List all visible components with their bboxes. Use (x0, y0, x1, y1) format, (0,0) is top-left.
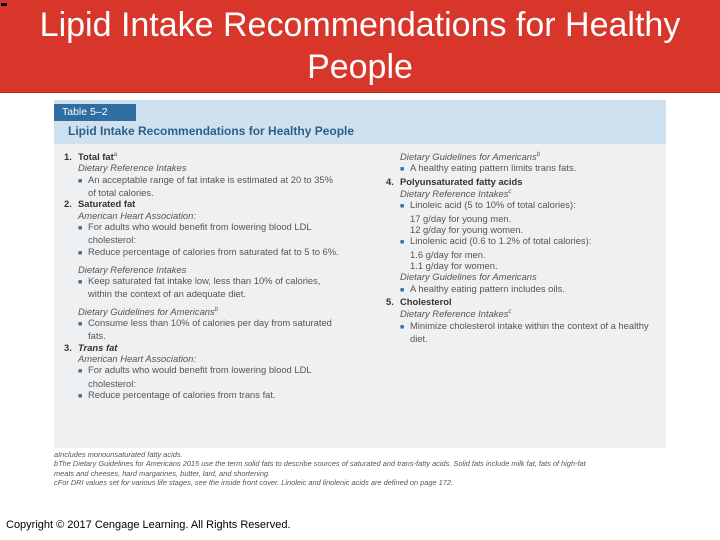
table-line: ■ A healthy eating pattern includes oils. (386, 283, 666, 296)
table-tag: Table 5–2 (54, 104, 136, 121)
table-line: ■ Reduce percentage of calories from trans fat. (64, 389, 354, 402)
table-line (386, 176, 666, 187)
table-line: fats. (88, 330, 106, 342)
table-line: Dietary Reference Intakes$^c$ (400, 308, 512, 320)
bullet-icon: ■ (400, 203, 405, 211)
table-line: Dietary Guidelines for Americans$^b$ (400, 151, 541, 163)
table-line (64, 198, 354, 209)
bullet-icon: ■ (78, 177, 83, 185)
table-line: 1.6 g/day for men. (410, 248, 486, 260)
table-caption: Lipid Intake Recommendations for Healthy People (68, 124, 355, 138)
table-line: of total calories. (88, 187, 154, 199)
bullet-icon: ■ (400, 166, 405, 174)
table-line: 1.1 g/day for women. (410, 259, 498, 271)
table-line: diet. (410, 332, 428, 344)
table-line: 17 g/day for young men. (410, 212, 512, 224)
table-line: ■ Minimize cholesterol intake within the context of a healthy (386, 320, 666, 333)
table-line: cholesterol: (88, 234, 136, 246)
table-line: Dietary Guidelines for Americans$^b$ (78, 305, 219, 317)
copyright-notice: Copyright © 2017 Cengage Learning. All Rights Reserved. (6, 519, 291, 531)
bullet-icon: ■ (78, 321, 83, 329)
bullet-icon: ■ (78, 368, 83, 376)
table-line: Dietary Reference Intakes (78, 263, 187, 275)
item-number: 2. (64, 198, 72, 210)
bullet-icon: ■ (400, 323, 405, 331)
table-line: American Heart Association: (78, 209, 196, 221)
table-line: within the context of an adequate diet. (88, 288, 246, 300)
table-header (54, 100, 666, 144)
footnote: aIncludes monounsaturated fatty acids. (54, 450, 183, 459)
table-line: ■ For adults who would benefit from lowering blood LDL (64, 221, 354, 234)
bullet-icon: ■ (78, 279, 83, 287)
bullet-icon: ■ (400, 239, 405, 247)
item-number: 3. (64, 341, 72, 353)
table-line (386, 296, 666, 307)
item-heading: Cholesterol (400, 295, 452, 307)
table-left-column (64, 150, 354, 402)
slide-title: Lipid Intake Recommendations for Healthy People (39, 6, 681, 86)
table-line: 1. Total fat$^a$ (64, 151, 118, 163)
table-line: ■ For adults who would benefit from lowering blood LDL (64, 364, 354, 377)
table-line: ■ Keep saturated fat intake low, less than 10% of calories, (64, 275, 354, 288)
table-line: ■ Linolenic acid (0.6 to 1.2% of total calories): (386, 235, 666, 248)
table-line: ■ Consume less than 10% of calories per day from saturated (64, 317, 354, 330)
title-bar (0, 0, 720, 93)
table-line: Dietary Guidelines for Americans (400, 271, 537, 283)
bullet-icon: ■ (78, 392, 83, 400)
table-line: ■ An acceptable range of fat intake is estimated at 20 to 35% (64, 174, 354, 187)
footnote: cFor DRI values set for various life stages, see the inside front cover. Linoleic and linolenic acids are defined on page 172. (54, 478, 454, 488)
table-line: ■ A healthy eating pattern limits trans fats. (386, 162, 666, 175)
bullet-icon: ■ (400, 286, 405, 294)
table-line (64, 342, 354, 353)
table-line: Dietary Reference Intakes (78, 162, 187, 174)
table-line: Dietary Reference Intakes$^c$ (400, 188, 512, 200)
table-line: ■ Reduce percentage of calories from saturated fat to 5 to 6%. (64, 246, 354, 259)
item-heading: Trans fat (78, 341, 118, 353)
table-body (54, 144, 666, 448)
item-heading: Saturated fat (78, 198, 136, 210)
corner-mark (1, 3, 7, 6)
table-line: 12 g/day for young women. (410, 224, 524, 236)
bullet-icon: ■ (78, 249, 83, 257)
nutrition-table (54, 100, 666, 503)
footnote: bThe Dietary Guidelines for Americans 2015 use the term solid fats to describe sources of saturated and trans-fatty acids. Solid fats include milk fat, fats of high-fat (54, 459, 586, 469)
item-number: 5. (386, 295, 394, 307)
bullet-icon: ■ (78, 224, 83, 232)
table-line: cholesterol: (88, 377, 136, 389)
table-footnotes (54, 450, 666, 488)
table-line: ■ Linoleic acid (5 to 10% of total calories): (386, 199, 666, 212)
item-number: 1. (64, 151, 72, 163)
item-heading: Total fat (78, 151, 114, 163)
item-number: 4. (386, 175, 394, 187)
item-heading: Polyunsaturated fatty acids (400, 175, 523, 187)
footnote: meats and cheeses, hard margarines, butter, lard, and shortening. (54, 468, 271, 478)
table-right-column (386, 150, 666, 344)
table-line: American Heart Association: (78, 353, 196, 364)
